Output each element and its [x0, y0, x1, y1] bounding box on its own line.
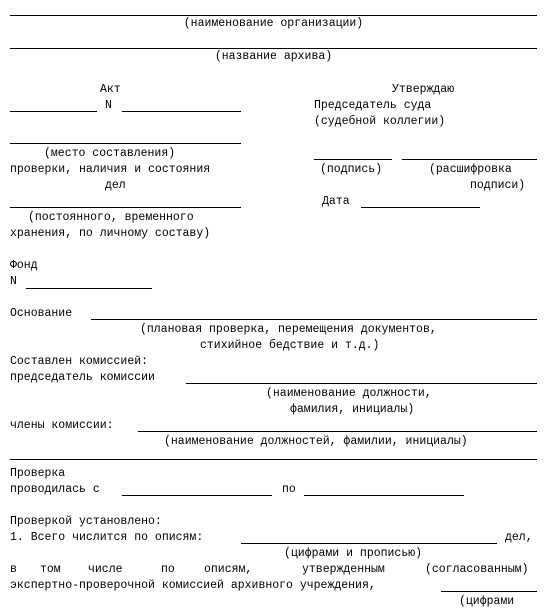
findings-expert-line: экспертно-проверочной комиссией архивного учреждения,: [10, 579, 376, 592]
findings-heading: Проверкой установлено:: [10, 515, 162, 528]
signature-caption: (подпись): [320, 163, 383, 176]
act-date-line: [10, 111, 97, 112]
check-to-line: [304, 495, 464, 496]
storage-caption-line2: хранения, по личному составу): [10, 227, 211, 240]
commission-extra-line: [10, 459, 537, 460]
storage-caption-line1: (постоянного, временного: [28, 211, 194, 224]
signature-line: [314, 159, 392, 160]
commission-chair-line: [186, 383, 537, 384]
findings-approved-word5: описям,: [204, 563, 253, 576]
basis-line: [91, 319, 537, 320]
findings-approved-word3: числе: [88, 563, 123, 576]
approve-date-line: [361, 207, 480, 208]
fund-number-line: [26, 288, 152, 289]
findings-approved-word4: по: [161, 563, 175, 576]
organization-name-line: [10, 15, 537, 16]
check-from-line: [122, 495, 272, 496]
findings-digits-hint-partial: (цифрами: [459, 595, 515, 608]
fund-number-sign: N: [10, 275, 17, 288]
findings-approved-word7: (согласованным): [425, 563, 529, 576]
check-from-label: проводилась с: [10, 483, 100, 496]
findings-digits-words-hint: (цифрами и прописью): [284, 547, 423, 560]
act-number-sign: N: [105, 99, 112, 112]
approver-position-line1: Председатель суда: [314, 99, 432, 112]
act-purpose-line1: проверки, наличия и состояния: [10, 163, 211, 176]
archive-name-line: [10, 48, 537, 49]
commission-heading: Составлен комиссией:: [10, 355, 149, 368]
basis-hint-line2: стихийное бедствие и т.д.): [200, 339, 380, 352]
act-title: Акт: [100, 83, 121, 96]
findings-item1-prefix: 1. Всего числится по описям:: [10, 531, 204, 544]
findings-item1-line: [241, 543, 497, 544]
signature-decode-line: [402, 159, 537, 160]
commission-members-line: [138, 431, 537, 432]
act-number-line: [122, 111, 241, 112]
archive-caption: (название архива): [214, 50, 333, 63]
approve-date-label: Дата: [322, 195, 350, 208]
approver-position-line2: (судебной коллегии): [314, 115, 446, 128]
signature-decode-caption-line1: (расшифровка: [429, 163, 512, 176]
place-caption: (место составления): [44, 147, 176, 160]
commission-members-label: члены комиссии:: [10, 419, 114, 432]
check-to-label: по: [282, 483, 296, 496]
organization-caption: (наименование организации): [183, 17, 364, 30]
storage-line: [10, 207, 241, 208]
findings-expert-count-line: [441, 591, 537, 592]
commission-chair-hint-line2: фамилия, инициалы): [290, 403, 415, 416]
place-line: [10, 143, 241, 144]
findings-approved-word6: утвержденным: [302, 563, 385, 576]
commission-members-hint: (наименование должностей, фамилии, инициалы): [164, 435, 468, 448]
fund-label: Фонд: [10, 259, 38, 272]
findings-approved-word2: том: [40, 563, 61, 576]
findings-item1-suffix: дел,: [505, 531, 533, 544]
findings-approved-word1: в: [10, 563, 17, 576]
check-heading: Проверка: [10, 467, 66, 480]
basis-label: Основание: [10, 307, 73, 320]
act-purpose-line2: дел: [105, 179, 126, 192]
signature-decode-caption-line2: подписи): [470, 179, 526, 192]
commission-chair-label: председатель комиссии: [10, 371, 155, 384]
approve-title: Утверждаю: [392, 83, 455, 96]
commission-chair-hint-line1: (наименование должности,: [266, 387, 432, 400]
basis-hint-line1: (плановая проверка, перемещения документов,: [140, 323, 437, 336]
